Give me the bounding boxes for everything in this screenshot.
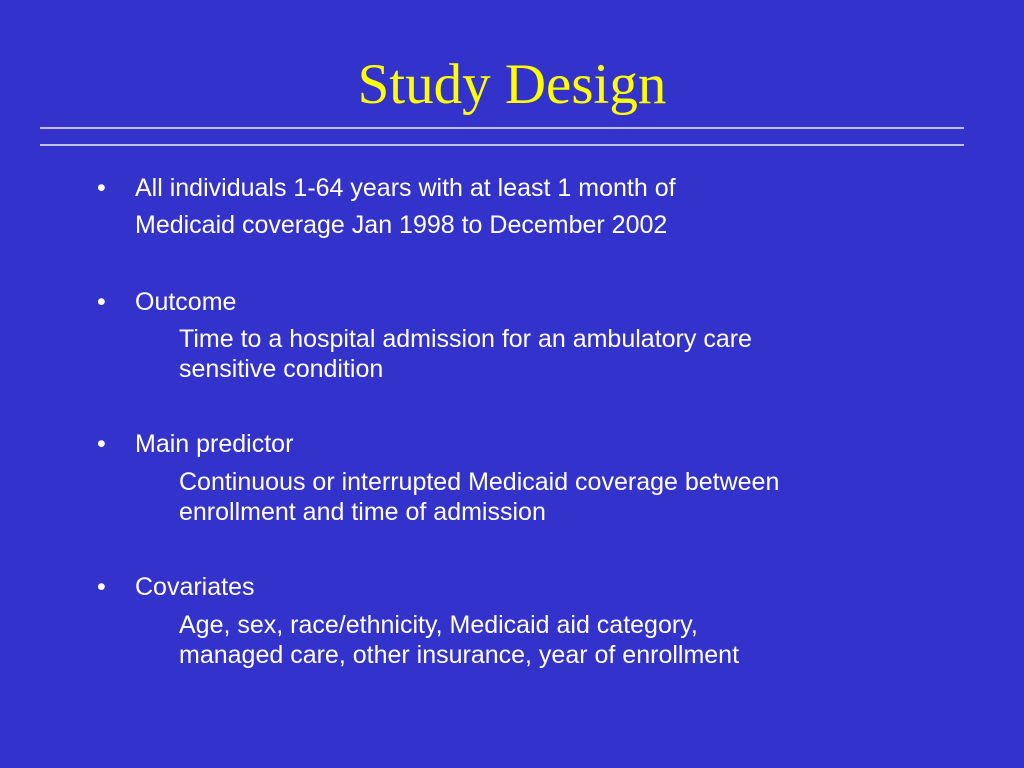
bullet-heading: Outcome	[135, 288, 237, 316]
slide-title: Study Design	[357, 53, 667, 116]
bullet-marker: •	[97, 288, 106, 316]
title-rule-bottom	[40, 144, 964, 146]
bullet-marker: •	[97, 573, 106, 601]
bullet-heading: Main predictor	[135, 430, 294, 458]
bullet-subtext-outcome: Time to a hospital admission for an ambulatory care sensitive condition	[179, 325, 752, 383]
bullet-heading: Covariates	[135, 573, 255, 601]
bullet-text: All individuals 1-64 years with at least 1 month of Medicaid coverage Jan 1998 to December 2002	[135, 174, 676, 239]
bullet-subtext-covariates: Age, sex, race/ethnicity, Medicaid aid category, managed care, other insurance, year of enrollment	[179, 611, 740, 669]
title-rule-top	[40, 127, 964, 129]
bullet-subtext-main-predictor: Continuous or interrupted Medicaid coverage between enrollment and time of admission	[179, 468, 780, 526]
bullet-marker: •	[97, 430, 106, 458]
bullet-marker: •	[97, 174, 106, 202]
